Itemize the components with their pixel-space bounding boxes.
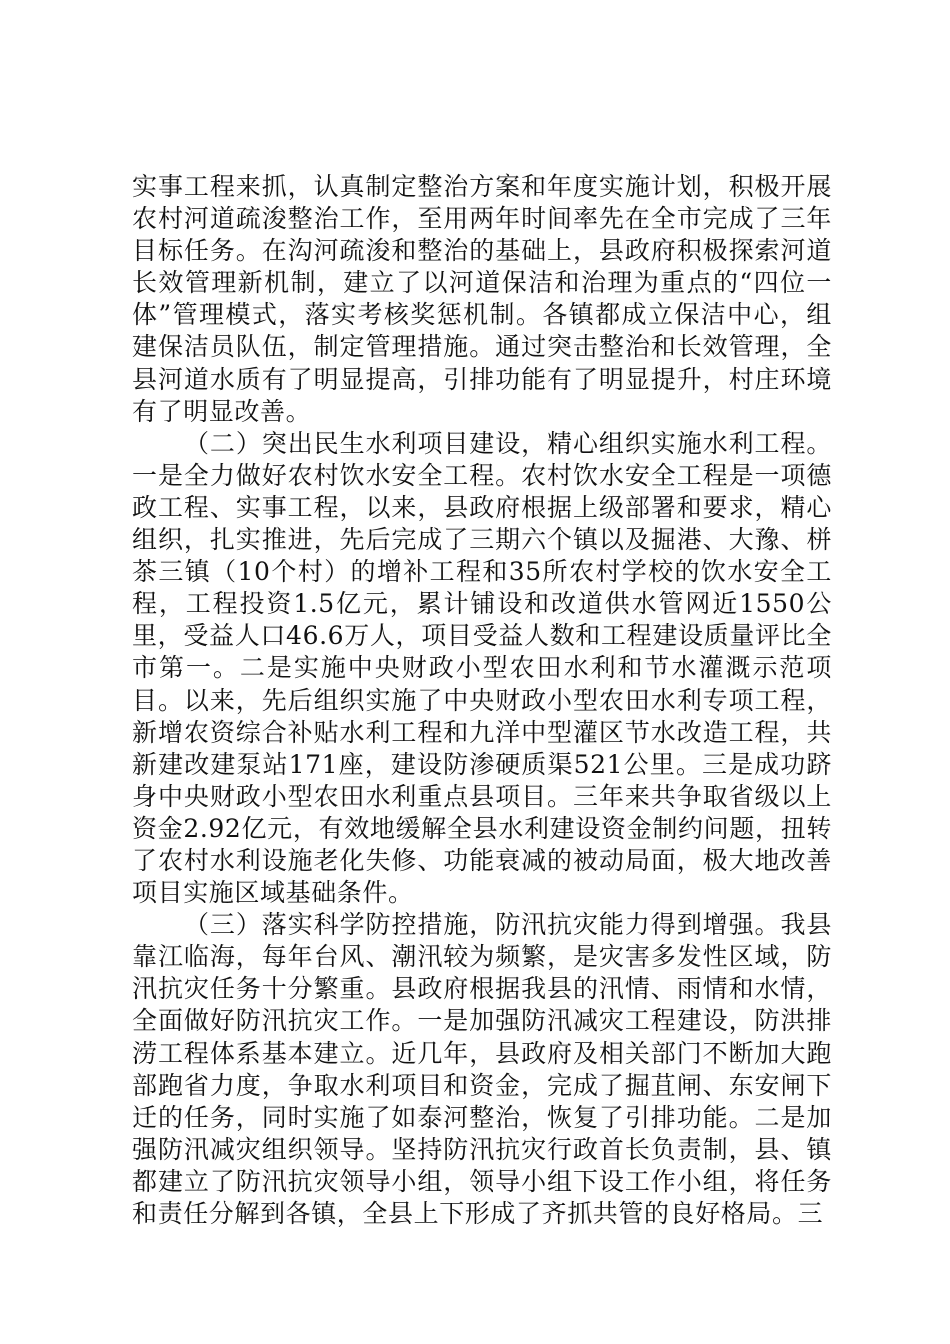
paragraph-river-management: 实事工程来抓，认真制定整治方案和年度实施计划，积极开展农村河道疏浚整治工作，至用两年时间率先在全市完成了三年目标任务。在沟河疏浚和整治的基础上，县政府积极探索河道长效管理新机制，建立了以河道保洁和治理为重点的“四位一体”管理模式，落实考核奖惩机制。各镇都成立保洁中心，组建保洁员队伍，制定管理措施。通过突击整治和长效管理，全县河道水质有了明显提高，引排功能有了明显提升，村庄环境有了明显改善。 [132,172,832,426]
paragraph-flood-control: （三）落实科学防控措施，防汛抗灾能力得到增强。我县靠江临海，每年台风、潮汛较为频繁，是灾害多发性区域，防汛抗灾任务十分繁重。县政府根据我县的汛情、雨情和水情，全面做好防汛抗灾工作。一是加强防汛减灾工程建设，防洪排涝工程体系基本建立。近几年，县政府及相关部门不断加大跑部跑省力度，争取水利项目和资金，完成了掘苴闸、东安闸下迁的任务，同时实施了如泰河整治，恢复了引排功能。二是加强防汛减灾组织领导。坚持防汛抗灾行政首长负责制，县、镇都建立了防汛抗灾领导小组，领导小组下设工作小组，将任务和责任分解到各镇，全县上下形成了齐抓共管的良好格局。三 [132,910,832,1228]
paragraph-water-projects: （二）突出民生水利项目建设，精心组织实施水利工程。一是全力做好农村饮水安全工程。农村饮水安全工程是一项德政工程、实事工程，以来，县政府根据上级部署和要求，精心组织，扎实推进，先后完成了三期六个镇以及掘港、大豫、栟茶三镇（10个村）的增补工程和35所农村学校的饮水安全工程，工程投资1.5亿元，累计铺设和改道供水管网近1550公里，受益人口46.6万人，项目受益人数和工程建设质量评比全市第一。二是实施中央财政小型农田水利和节水灌溉示范项目。以来，先后组织实施了中央财政小型农田水利专项工程，新增农资综合补贴水利工程和九洋中型灌区节水改造工程，共新建改建泵站171座，建设防渗硬质渠521公里。三是成功跻身中央财政小型农田水利重点县项目。三年来共争取省级以上资金2.92亿元，有效地缓解全县水利建设资金制约问题，扭转了农村水利设施老化失修、功能衰减的被动局面，极大地改善项目实施区域基础条件。 [132,428,832,908]
document-body [132,171,832,1230]
